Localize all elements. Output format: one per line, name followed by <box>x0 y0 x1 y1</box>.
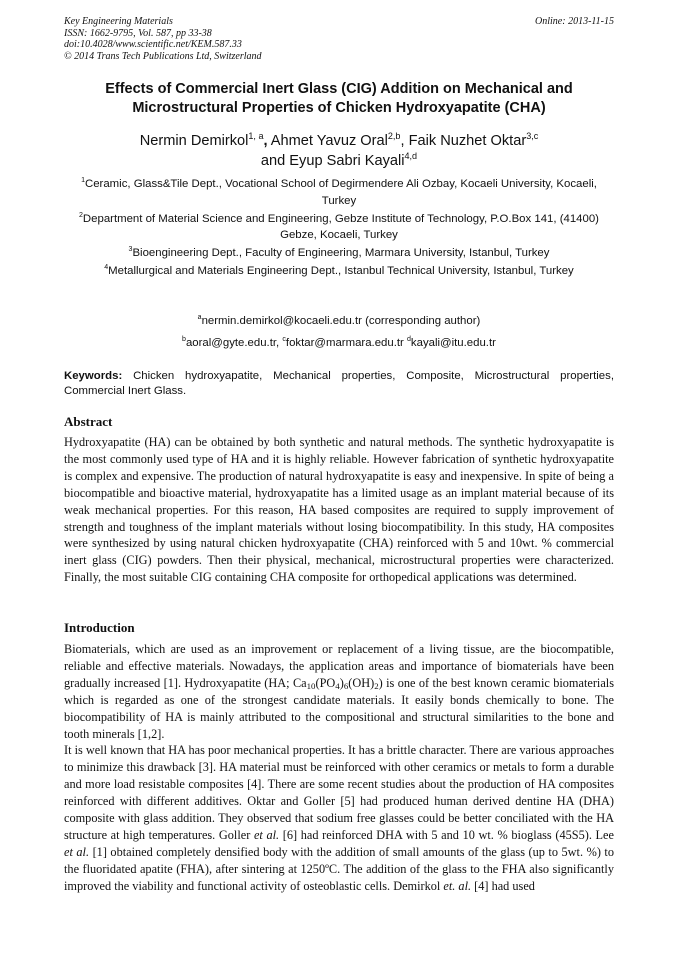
title-line-1: Effects of Commercial Inert Glass (CIG) Addition on Mechanical and <box>105 81 573 97</box>
affiliation-number: 1 <box>81 177 85 185</box>
author-affiliation-marker: 2,b <box>387 131 401 142</box>
email-marker: a <box>197 314 202 322</box>
subscript: 4 <box>335 681 340 692</box>
affiliation-item <box>64 211 614 244</box>
introduction-heading: Introduction <box>64 620 135 635</box>
introduction-body <box>64 641 614 895</box>
text-run: ) <box>339 675 344 690</box>
introduction-paragraph-2 <box>64 742 614 894</box>
email-d: kayali@itu.edu.tr <box>410 337 496 349</box>
keywords <box>64 369 614 400</box>
affiliation-item <box>64 245 614 262</box>
online-date: Online: 2013-11-15 <box>535 16 614 27</box>
author-name: and Eyup Sabri Kayali <box>260 153 405 169</box>
introduction-paragraph-1 <box>64 641 614 742</box>
text-run: It is well known that HA has poor mechanical properties. It has a brittle character. There are various approaches to minimize this drawback [3]. HA material must be reinforced with other ceramics or metals to form a durable and more load resistable composites [4]. There are some recent studies about the production of HA composites reinforced with different additives. Oktar and Goller [5] had produced human derived dentine HA (DHA) composite with glass addition. They observed that sodium free glasses could be better conciliated with the HA structure at high temperatures. Goller <box>64 743 614 842</box>
affiliation-text: Bioengineering Dept., Faculty of Engineering, Marmara University, Istanbul, Turkey <box>132 247 550 260</box>
affiliation-number: 2 <box>79 211 83 219</box>
author-affiliation-marker: 3,c <box>526 131 539 142</box>
paper-title <box>64 80 614 118</box>
author-emails <box>64 310 614 354</box>
et-al: et. al. <box>443 878 472 893</box>
affiliation-text: Ceramic, Glass&Tile Dept., Vocational School of Degirmendere Ali Ozbay, Kocaeli University, Kocaeli, Turkey <box>84 178 597 207</box>
subscript: 2 <box>374 681 379 692</box>
abstract-heading: Abstract <box>64 414 113 429</box>
subscript: 6 <box>343 681 349 692</box>
email-marker: b <box>182 336 186 344</box>
issn-line: ISSN: 1662-9795, Vol. 587, pp 33-38 <box>64 27 212 39</box>
et-al: et al. <box>253 827 280 842</box>
author-affiliation-marker: 4,d <box>404 151 418 162</box>
author-separator: , <box>400 133 405 149</box>
text-run: [6] had reinforced DHA with 5 and 10 wt. % bioglass (45S5). Lee <box>279 827 614 842</box>
author-name: Ahmet Yavuz Oral <box>270 133 388 149</box>
email-line-1 <box>64 310 614 332</box>
author-list <box>64 131 614 171</box>
keywords-label: Keywords: <box>64 370 123 382</box>
affiliations <box>64 176 614 281</box>
author-name: Nermin Demirkol <box>139 133 249 149</box>
journal-header <box>64 16 262 62</box>
doi-line: doi:10.4028/www.scientific.net/KEM.587.33 <box>64 39 242 50</box>
affiliation-text: Metallurgical and Materials Engineering Dept., Istanbul Technical University, Istanbul, Turkey <box>108 265 574 278</box>
title-line-2: Microstructural Properties of Chicken Hydroxyapatite (CHA) <box>132 100 546 116</box>
copyright-line: © 2014 Trans Tech Publications Ltd, Switzerland <box>64 50 262 62</box>
affiliation-item <box>64 263 614 280</box>
et-al: et al. <box>64 844 90 859</box>
text-run: (PO <box>315 675 336 690</box>
affiliation-number: 3 <box>128 246 133 254</box>
author-name: Faik Nuzhet Oktar <box>408 133 527 149</box>
affiliation-number: 4 <box>104 264 109 272</box>
author-affiliation-marker: 1, a <box>248 131 264 142</box>
email-marker: d <box>407 336 411 344</box>
email-b: aoral@gyte.edu.tr, <box>185 337 283 349</box>
text-run: ) is one of the best known ceramic biomaterials which is regarded as one of the strongest candidate materials. It easily bonds chemically to bone. The biocompatibility of HA is mainly attributed to the compositional and structural similarities to the bone and tooth minerals [1,2]. <box>64 675 614 741</box>
email-c: foktar@marmara.edu.tr <box>285 337 407 349</box>
email-marker: c <box>282 336 286 344</box>
author-separator: , <box>263 133 268 149</box>
keywords-text: Chicken hydroxyapatite, Mechanical properties, Composite, Microstructural properties, Commercial Inert Glass. <box>64 370 614 398</box>
email-line-2 <box>64 332 614 354</box>
subscript: 10 <box>306 681 316 692</box>
text-run: [4] had used <box>471 878 535 893</box>
text-run: (OH) <box>348 675 375 690</box>
affiliation-text: Department of Material Science and Engineering, Gebze Institute of Technology, P.O.Box 141, (41400) Gebze, Kocaeli, Turkey <box>82 212 599 242</box>
email-corresponding: nermin.demirkol@kocaeli.edu.tr (corresponding author) <box>201 315 481 327</box>
journal-name: Key Engineering Materials <box>64 16 173 27</box>
text-run: [1] obtained completely densified body with the addition of small amounts of the glass (up to 5wt. %) to the fluoridated apatite (FHA), after sintering at 1250ºC. The addition of the glass to the FHA also significantly improved the viability and functional activity of osteoblastic cells. Demirkol <box>64 844 614 893</box>
affiliation-item <box>64 176 614 209</box>
abstract-body <box>64 434 614 586</box>
text-run: Biomaterials, which are used as an improvement or replacement of a living tissue, are the biocompatible, reliable and effective materials. Nowadays, the application areas and importance of biomaterials have been gradually increased [1]. Hydroxyapatite (HA; Ca <box>64 642 614 690</box>
abstract-paragraph: Hydroxyapatite (HA) can be obtained by both synthetic and natural methods. The synthetic hydroxyapatite is the most commonly used type of HA and it is highly reliable. However fabrication of synthetic hydroxyapatite is complex and expensive. The production of natural hydroxyapatite is easy and inexpensive. In spite of being a biocompatible and bioactive material, hydroxyapatite has a limited usage as an implant material because of its weak mechanical properties. For this reason, HA based composites are required to supply improvement of strength and toughness of the implant materials without losing biocompatibility. In this study, HA composites were synthesized by using natural chicken hydroxyapatite (CHA) reinforced with 5 and 10wt. % commercial inert glass (CIG) powders. Then their physical, mechanical, microstructural properties were characterized. Finally, the most suitable CIG containing CHA composite for orthopedical applications was determined. <box>64 435 614 585</box>
